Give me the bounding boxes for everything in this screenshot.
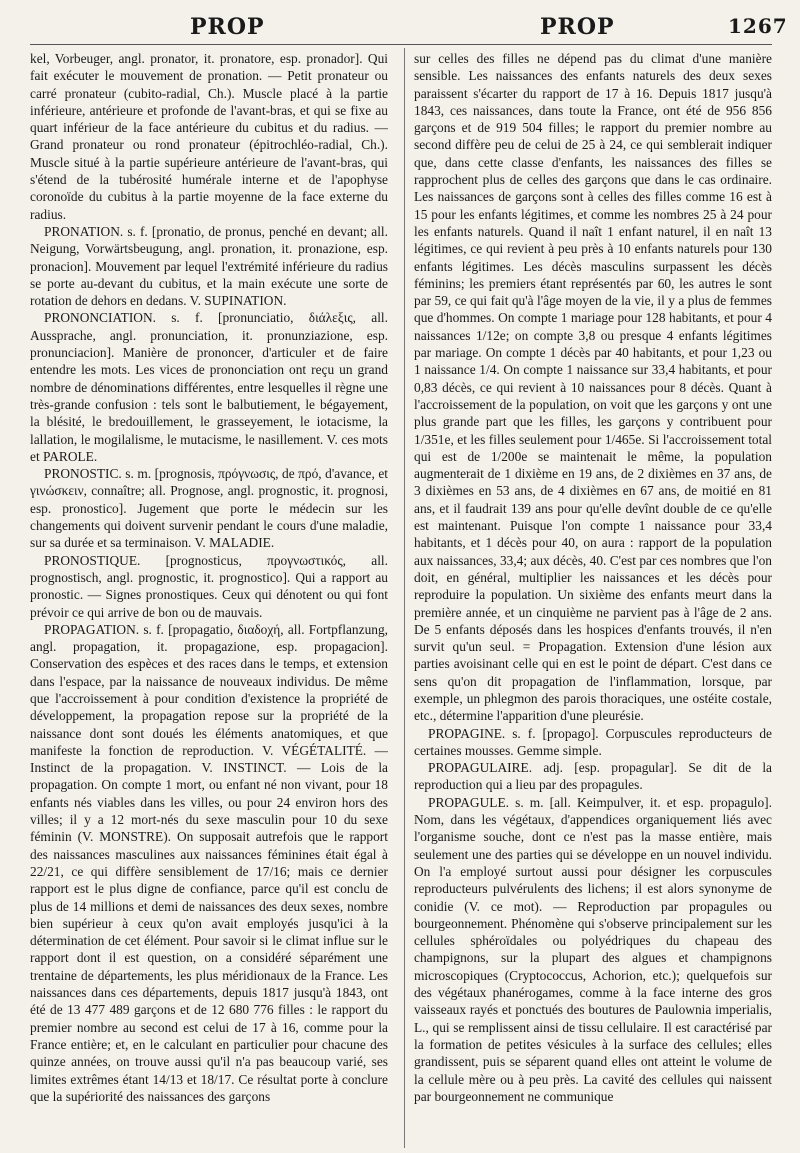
paragraph-propagation-cont: sur celles des filles ne dépend pas du climat d'une manière sensible. Les naissances des enfants naturels des deux sexes paraissent s'écarter du rapport de 17 à 16. Depuis 1817 jusqu'à 1843, ces naissances, dans toute la France, ont été de 956 856 garçons et de 919 504 filles; le rapport du premier nombre au second diffère peu de celui de 25 à 24, ce qui semblerait indiquer que, dans cette classe d'enfants, les naissances des filles se rapprochent plus de celles des garçons que dans le cas ordinaire. Les naissances de garçons sont à celles des filles comme 16 est à 15 pour les enfants légitimes, et comme les nombres 25 à 24 pour les enfants naturels. Quand il naît 1 enfant naturel, il en naît 13 légitimes, ce qui revient à peu près à 10 enfants naturels pour 130 enfants légitimes. Les décès masculins surpassent les décès féminins; les premiers étant représentés par 60, les autres le sont par 59, ce qui fait qu'à l'âge moyen de la vie, il y a plus de femmes que d'hommes. On compte 1 mariage pour 128 habitants, et pour 4 naissances 1/12e; on compte 3,8 ou presque 4 enfants légitimes par mariage. On compte 1 décès par 40 habitants, et pour 1,23 ou 1 naissance 1/4. On compte 1 naissance sur 33,4 habitants, et pour 0,83 décès, ce qui revient à 10 naissances pour 8 décès. Quant à l'accroissement de la population, on voit que les garçons y ont une plus grande part que les filles, les garçons y contribuent pour 1/351e, et les filles seulement pour 1/465e. Si l'accroissement total qui est de 1/200e se maintenait le même, la population augmenterait de 1 dixième en 19 ans, de 2 dixièmes en 37 ans, de 3 dixièmes en 53 ans, de 4 dixièmes en 67 ans, de moitié en 81 ans, et il faudrait 139 ans pour qu'elle devînt double de ce qu'elle est maintenant. Puisque l'on compte 1 naissance pour 33,4 habitants, et 1 décès pour 40, on aura : rapport de la population aux naissances, 33,4; aux décès, 40. C'est par ces nombres que l'on doit, en général, multiplier les naissances et les décès pour reproduire la population. Un sixième des enfants meurt dans la première année, et un cinquième ne parvient pas à l'âge de 2 ans. De 5 enfants déposés dans les hospices d'enfants trouvés, il n'en survit qu'un seul. = Propagation. Extension d'une lésion aux parties avoisinant celle qui en est le point de départ. C'est dans ce sens qu'on dit propagation de l'inflammation, lorsque, par exemple, un phlegmon des parois thoraciques, une ostéite costale, etc., détermine l'apparition d'une pleurésie.: [414, 51, 772, 724]
entry-pronation: PRONATION. s. f. [pronatio, de pronus, penché en devant; all. Neigung, Vorwärtsbeugung, angl. pronation, it. pronazione, esp. pronacion]. Mouvement par lequel l'extrémité inférieure du radius se porte au-devant du cubitus, et la main exécute une sorte de rotation de dehors en dedans. V. SUPINATION.: [30, 223, 388, 309]
paragraph-pronateur-cont: kel, Vorbeuger, angl. pronator, it. pronatore, esp. pronador]. Qui fait exécuter le mouvement de pronation. — Petit pronateur ou carré pronateur (cubito-radial, Ch.). Muscle placé à la partie inférieure, antérieure et profonde de l'avant-bras, et qui se fixe au quart inférieur de la face antérieure du cubitus et du radius. — Grand pronateur ou rond pronateur (épitrochléo-radial, Ch.). Muscle situé à la partie supérieure antérieure de l'avant-bras, qui s'étend de la tubérosité humérale interne et de l'apophyse coronoïde du cubitus à la partie moyenne de la face externe du radius.: [30, 51, 388, 222]
running-head-right: PROP: [540, 14, 615, 40]
right-column: [414, 50, 772, 1145]
entry-pronostique: PRONOSTIQUE. [prognosticus, προγνωστικός, all. prognostisch, angl. prognostic, it. prognostico]. Qui a rapport au pronostic. — Signes pronostiques. Ceux qui dénotent ou qui font prévoir ce qui arrive de bon ou de mauvais.: [30, 552, 388, 620]
header-rule: [30, 44, 772, 45]
column-divider: [404, 48, 405, 1148]
entry-propagule: PROPAGULE. s. m. [all. Keimpulver, it. et esp. propagulo]. Nom, dans les végétaux, d'appendices organiquement liés avec l'organisme souche, dont ce n'est pas la masse entière, mais seulement une des parties qui se développe en un nouvel individu. On l'a employé surtout aussi pour désigner les corpuscules reproducteurs pulvérulents des lichens; il est alors synonyme de conidie (V. ce mot). — Reproduction par propagules ou bourgeonnement. Phénomène qui s'observe principalement sur les cellules sphéroïdales ou polyédriques du chapeau des champignons, sur la plupart des algues et champignons microscopiques (Cryptococcus, Achorion, etc.); quelquefois sur des végétaux phanérogames, comme à la face interne des gros vaisseaux rayés et ponctués des boutures de Paulownia imperialis, L., qui se remplissent ainsi de tissu cellulaire. Il est caractérisé par la formation de petites vésicules à la surface des cellules; elles grandissent, puis se séparent quand elles ont atteint le volume de la cellule mère ou à peu près. La cavité des cellules qui naissent par bourgeonnement ne communique: [414, 794, 772, 1104]
running-head-left: PROP: [190, 14, 265, 40]
entry-propagation: PROPAGATION. s. f. [propagatio, διαδοχή, all. Fortpflanzung, angl. propagation, it. propagazione, esp. propagacion]. Conservation des espèces et des races dans le temps, et extension dans l'espace, par la naissance de nouveaux individus. De même que l'accroissement à pour condition d'existence la propriété de développement, la propagation repose sur la propriété de la naissance dont sont doués les éléments anatomiques, et que manifeste la fonction de reproduction. V. VÉGÉTALITÉ. — Instinct de la propagation. V. INSTINCT. — Lois de la propagation. On compte 1 mort, ou enfant né non vivant, pour 18 enfants nés viables dans les villes, ou pour 24 environ hors des villes; il y a 12 mort-nés du sexe masculin pour 10 du sexe féminin (V. MONSTRE). On supposait autrefois que le rapport des naissances masculines aux naissances féminines était égal à 22/21, ce qui diffère sensiblement de 17/16; mais ce dernier rapport est le plus digne de confiance, parce qu'il est conclu de plus de 14 millions et demi de naissances des deux sexes, nombre bien supérieur à ceux qu'on avait employés jusqu'ici à la détermination de cet élément. Pour savoir si le climat influe sur le rapport dont il est question, on a considéré séparément une trentaine de départements, les plus méridionaux de la France. Les naissances dans ces départements, depuis 1817 jusqu'à 1843, ont été de 13 477 489 garçons et de 12 680 776 filles : le rapport du premier nombre au second est celui de 17 à 16, comme pour la France entière; et, en le calculant en particulier pour chacune des quinze années, on trouve aussi qu'il n'a pas beaucoup varié, ses limites extrêmes étant 14/13 et 18/17. Ce résultat porte à conclure que la supériorité des naissances des garçons: [30, 621, 388, 1104]
entry-propagine: PROPAGINE. s. f. [propago]. Corpuscules reproducteurs de certaines mousses. Gemme simple.: [414, 725, 772, 758]
page-number: 1267: [728, 14, 788, 38]
entry-prononciation: PRONONCIATION. s. f. [pronunciatio, διάλεξις, all. Aussprache, angl. pronunciation, it. pronunziazione, esp. pronunciacion]. Manière de prononcer, d'articuler et de faire entendre les mots. Les vices de prononciation ont reçu un grand nombre de dénominations différentes, entre lesquelles il règne une très-grande confusion : tels sont le balbutiement, le bégayement, la blésité, le bredouillement, le grasseyement, le iotacisme, la lallation, le mogilalisme, le mutacisme, le nasillement. V. ces mots et PAROLE.: [30, 310, 388, 464]
entry-pronostic: PRONOSTIC. s. m. [prognosis, πρόγνωσις, de πρό, d'avance, et γινώσκειν, connaître; all. Prognose, angl. prognostic, it. prognosi, esp. pronostico]. Jugement que porte le médecin sur les changements qui doivent survenir pendant le cours d'une maladie, sur sa durée et sa terminaison. V. MALADIE.: [30, 466, 388, 551]
left-column: [30, 50, 388, 1145]
entry-propagulaire: PROPAGULAIRE. adj. [esp. propagular]. Se dit de la reproduction qui a lieu par des propagules.: [414, 760, 772, 793]
